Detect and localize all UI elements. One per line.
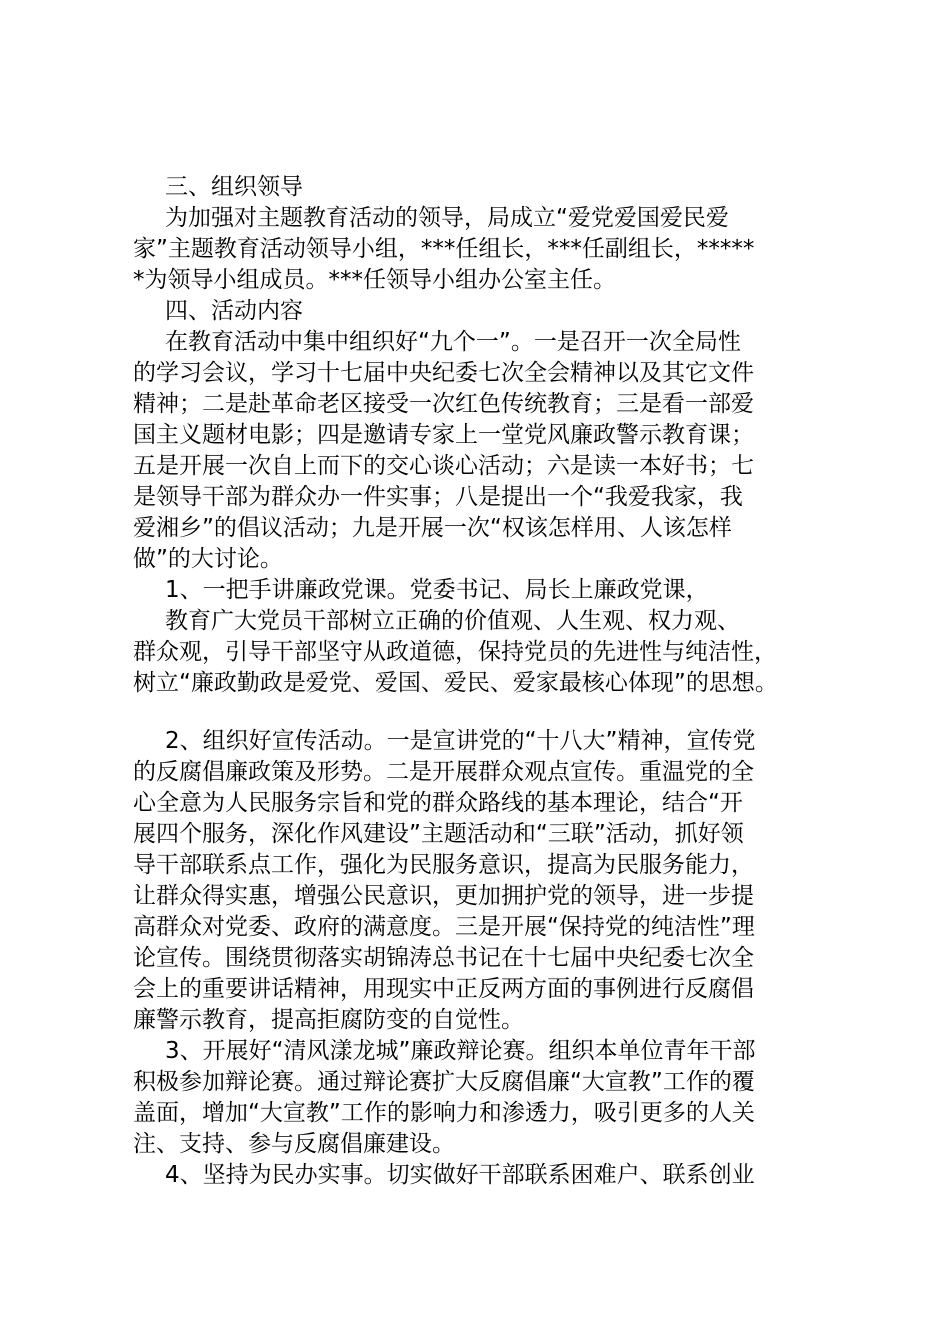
item-heading: 1、一把手讲廉政党课。党委书记、局长上廉政党课， — [165, 577, 709, 603]
paragraph-line: 导干部联系点工作，强化为民服务意识，提高为民服务能力， — [133, 852, 754, 878]
paragraph-line: 精神；二是赴革命老区接受一次红色传统教育；三是看一部爱 — [133, 391, 754, 417]
paragraph-line: 家”主题教育活动领导小组，***任组长，***任副组长，***** — [133, 236, 755, 262]
item-heading: 3、开展好“清风漾龙城”廉政辩论赛。组织本单位青年干部 — [165, 1038, 756, 1064]
paragraph-line: 的学习会议，学习十七届中央纪委七次全会精神以及其它文件 — [133, 360, 754, 386]
paragraph-line: 的反腐倡廉政策及形势。二是开展群众观点宣传。重温党的全 — [133, 759, 754, 785]
paragraph-line: 爱湘乡”的倡议活动；九是开展一次“权该怎样用、人该怎样 — [133, 515, 732, 541]
paragraph-line: 做”的大讨论。 — [133, 546, 283, 572]
paragraph-line: 会上的重要讲话精神，用现实中正反两方面的事例进行反腐倡 — [133, 976, 754, 1002]
paragraph-line: 注、支持、参与反腐倡廉建设。 — [133, 1131, 455, 1157]
paragraph-line: 教育广大党员干部树立正确的价值观、人生观、权力观、 — [165, 608, 740, 634]
item-heading: 4、坚持为民办实事。切实做好干部联系困难户、联系创业 — [165, 1162, 755, 1188]
paragraph-line: 在教育活动中集中组织好“九个一”。一是召开一次全局性 — [165, 329, 741, 355]
paragraph-line: 高群众对党委、政府的满意度。三是开展“保持党的纯洁性”理 — [133, 914, 755, 940]
paragraph-line: 论宣传。围绕贯彻落实胡锦涛总书记在十七届中央纪委七次全 — [133, 945, 754, 971]
paragraph-line: 积极参加辩论赛。通过辩论赛扩大反腐倡廉“大宣教”工作的覆 — [133, 1069, 755, 1095]
paragraph-line: 盖面，增加“大宣教”工作的影响力和渗透力，吸引更多的人关 — [133, 1100, 755, 1126]
paragraph-line: 树立“廉政勤政是爱党、爱国、爱民、爱家最核心体现”的思想。 — [133, 670, 778, 696]
paragraph-line: 心全意为人民服务宗旨和党的群众路线的基本理论，结合“开 — [133, 790, 743, 816]
section-heading: 四、活动内容 — [165, 298, 303, 324]
paragraph-line: 五是开展一次自上而下的交心谈心活动；六是读一本好书；七 — [133, 453, 754, 479]
paragraph-line: 廉警示教育，提高拒腐防变的自觉性。 — [133, 1007, 524, 1033]
paragraph-line: 群众观，引导干部坚守从政道德，保持党员的先进性与纯洁性， — [133, 639, 777, 665]
paragraph-line: 让群众得实惠，增强公民意识，更加拥护党的领导，进一步提 — [133, 883, 754, 909]
paragraph-line: *为领导小组成员。***任领导小组办公室主任。 — [133, 267, 616, 293]
paragraph-line: 展四个服务，深化作风建设”主题活动和“三联”活动，抓好领 — [133, 821, 744, 847]
section-heading: 三、组织领导 — [165, 174, 303, 200]
paragraph-line: 国主义题材电影；四是邀请专家上一堂党风廉政警示教育课； — [133, 422, 754, 448]
paragraph-line: 是领导干部为群众办一件实事；八是提出一个“我爱我家，我 — [133, 484, 743, 510]
paragraph-line: 为加强对主题教育活动的领导，局成立“爱党爱国爱民爱 — [165, 205, 729, 231]
item-heading: 2、组织好宣传活动。一是宣讲党的“十八大”精神，宣传党 — [165, 728, 756, 754]
